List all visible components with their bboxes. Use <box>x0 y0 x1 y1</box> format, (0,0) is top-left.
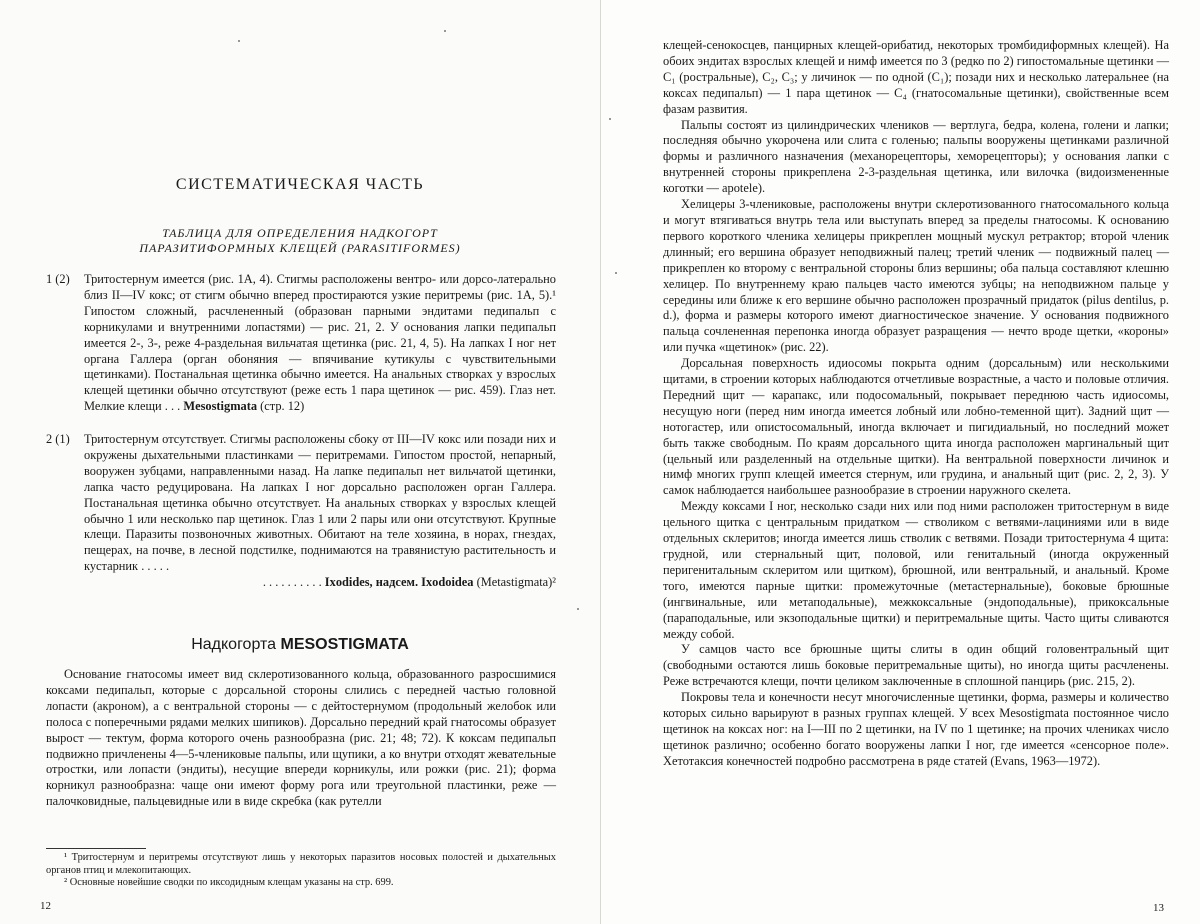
body-text <box>663 38 1169 770</box>
scan-speck <box>444 30 446 32</box>
body-text <box>46 667 556 810</box>
section-title: СИСТЕМАТИЧЕСКАЯ ЧАСТЬ <box>175 176 425 193</box>
key-body <box>84 432 556 591</box>
supercohort-prefix: Надкогорта <box>191 636 277 653</box>
key-table-title-line-1: ТАБЛИЦА ДЛЯ ОПРЕДЕЛЕНИЯ НАДКОГОРТ <box>162 226 438 240</box>
paragraph: У самцов часто все брюшные щиты слиты в один общий головентральный щит (свободными остаются лишь боковые перитремальные щиты), но иногда щиты расчленены. Реже встречаются клещи, почти целиком заключенные в сплошной панцирь (рис. 215, 2). <box>663 642 1169 689</box>
supercohort-heading <box>60 636 540 654</box>
key-body <box>84 272 556 415</box>
key-leader-dots: . . . <box>164 399 181 414</box>
scan-speck <box>577 608 579 610</box>
key-entry-2 <box>46 432 556 591</box>
key-taxon: Ixodides, надсем. Ixodoidea <box>324 575 474 590</box>
supercohort-name: MESOSTIGMATA <box>280 636 409 653</box>
key-number: 1 (2) <box>46 272 70 286</box>
footnote-divider <box>46 848 146 849</box>
key-leader-dots: . . . . . <box>141 559 170 574</box>
key-table-title-line-2: ПАРАЗИТИФОРМНЫХ КЛЕЩЕЙ (PARASITIFORMES) <box>139 241 461 255</box>
page-number: 12 <box>40 900 51 912</box>
scan-speck <box>615 272 617 274</box>
key-text: Тритостернум имеется (рис. 1А, 4). Стигмы расположены вентро- или дорсо-латерально близ II—IV кокс; от стигм обычно вперед простираются узкие перитремы (рис. 1А, 5).¹ Гипостом сложный, расчлененный (образован парными эндитами педипальп с корникулами и внутренними лопастями) — рис. 21, 2. У основания лапки педипальп имеется 2-, 3-, реже 4-раздельная вильчатая щетинка (рис. 21, 4, 5). На лапках I ног нет органа Галлера (орган обоняния — впячивание кутикулы с чувствительными щетинками). Постанальная щетинка обычно имеется. На анальных створках у взрослых клещей щетинки обычно отсутствуют (реже есть 1 пара щетинок — рис. 459). Глаз нет. Мелкие клещи <box>84 272 556 414</box>
key-entry-1 <box>46 272 556 415</box>
key-page-ref: (стр. 12) <box>260 399 305 414</box>
paragraph: Покровы тела и конечности несут многочисленные щетинки, форма, размеры и количество которых сильно варьируют в разных группах клещей. У всех Mesostigmata постоянное число щетинок на коксах ног: на I—III по 2 щетинки, на IV по 1 щетинке; на прочих члениках число щетинок различно; особенно богато вооружены лапки I ног, где имеется «сенсорное поле». Хетотаксия конечностей подробно рассмотрена в ряде статей (Evans, 1963—1972). <box>663 690 1169 768</box>
page-number: 13 <box>1153 902 1164 914</box>
paragraph: Основание гнатосомы имеет вид склеротизованного кольца, образованного разросшимися коксами педипальп, которые с дорсальной стороны слились с передней частью головной лопасти (акроном), а с вентральной стороны — с дейтостернумом (продольный желобок или полоса с поперечными рядами мелких шипиков). Дорсально передний край гнатосомы образует вырост — тектум, форма которого очень разнообразна (рис. 21; 48; 72). К коксам педипальп подвижно причленены 4—5-члениковые пальпы, или щупики, а ко внутри отходят жевательные отростки, или лопасти (эндиты), несущие впереди корникулы, или рожки (рис. 21); форма корникул разнообразна: чаще они имеют форму рога или треугольной пластинки, реже — палочковидные, пальцевидные или в виде скребка (как рутелли <box>46 667 556 809</box>
paragraph: Дорсальная поверхность идиосомы покрыта одним (дорсальным) или несколькими щитами, в строении которых наблюдаются отчетливые возрастные, а часто и половые отличия. Передний щит — карапакс, или подосомальный, покрывает переднюю часть идиосомы, несущую ноги (перед ним иногда имеется лобный или лобно-теменной щит). Задний щит — нотогастер, или опистосомальный, иногда включает и пигидиальный, но последний может быть также свободным. По краям дорсального щита иногда расположен маргинальный щит (цельный или разделенный на отдельные щитки). На вентральной поверхности личинок и нимф многих групп клещей имеется стернум, или грудина, и анальный щит (рис. 2, 2, 3). У самок наблюдается наибольшее разнообразие в строении наружного скелета. <box>663 356 1169 498</box>
scan-speck <box>609 118 611 120</box>
key-number: 2 (1) <box>46 432 70 446</box>
key-terminal-line <box>84 575 556 591</box>
scan-speck <box>238 40 240 42</box>
key-taxon: Mesostigmata <box>183 399 258 414</box>
key-table-title <box>40 226 560 256</box>
paragraph: Пальпы состоят из цилиндрических члеников — вертлуга, бедра, колена, голени и лапки; последняя обычно укорочена или слита с голенью; пальпы вооружены щетинками различной формы и различного назначения (механорецепторы, хеморецепторы); у основания лапки с внутренней стороны прикреплена 2-3-раздельная щетинка, или вилочка (видоизмененные коготки — apotele). <box>663 117 1169 196</box>
right-page <box>600 0 1200 924</box>
key-text: Тритостернум отсутствует. Стигмы расположены сбоку от III—IV кокс или позади них и окружены дыхательными пластинками — перитремами. Гипостом простой, непарный, вооружен зубцами, направленными назад. На лапке педипальп нет вильчатой щетинки, лапка часто редуцирована. На лапках I ног дорсально расположен орган Галлера. Постанальная щетинка обычно отсутствует. На анальных створках у взрослых клещей обычно 1 или несколько пар щетинок. Глаз 1 или 2 пары или они отсутствуют. Крупные клещи. Паразиты позвоночных животных. Обитают на теле хозяина, в норах, гнездах, пещерах, на почве, в лесной подстилке, поднимаются на травянистую растительность и кустарник <box>84 432 556 574</box>
paragraph: клещей-сенокосцев, панцирных клещей-орибатид, некоторых тромбидиформных клещей). На обоих эндитах взрослых клещей и нимф имеется по 3 (редко по 2) гипостомальные щетинки — C₁ (ростральные), C₂, C₃; у личинок — по одной (C₁); позади них и несколько латеральнее (на коксах педипальп) — 1 пара щетинок — C₄ (гнатосомальные щетинки), свойственные всем фазам развития. <box>663 38 1169 116</box>
key-leader-dots: . . . . . . . . . . <box>262 575 322 590</box>
paragraph: Между коксами I ног, несколько сзади них или под ними расположен тритостернум в виде цельного щитка с центральным придатком — стволиком с ветвями-лациниями или в виде отдельных склеритов; иногда имеется лишь стволик с ветвями. Позади тритостернума 4 щита: грудной, или стернальный щит, половой, или генитальный (иногда окруженный перигенитальным склеритом или щитком), брюшной, или вентральный, и анальный. Кроме того, имеются парные щитки: промежуточные (метастернальные), боковые брюшные (ингвинальные, или метаподальные), межкоксальные (эндоподальные), прикоксальные (параподальные, или экзоподальные щитки) и перитремальные щиты. Часто щиты сливаются между собой. <box>663 499 1169 641</box>
footnote-1: ¹ Тритостернум и перитремы отсутствуют лишь у некоторых паразитов носовых полостей и дыхательных органов птиц и млекопитающих. <box>46 852 556 876</box>
paragraph: Хелицеры 3-члениковые, расположены внутри склеротизованного гнатосомального кольца и могут втягиваться внутрь тела или выступать вперед за пределы гнатосомы. К основанию первого короткого членика хелицеры прикреплен мощный мускул ретрактор; второй членик длинный; его вершина образует неподвижный палец; третий членик — подвижный палец — прикреплен ко второму с вентральной стороны близ вершины; оба пальца составляют клешню хелицер. По внутреннему краю пальцев часто имеются зубцы; на неподвижном пальце у середины или ближе к его вершине обычно расположен прозрачный придаток (pilus dentilus, p. d.), форма и размеры которого имеют диагностическое значение. У основания подвижного пальца сочлененная перепонка иногда образует разращения — нечто вроде щетки, «короны» или пучка «щетинок» (рис. 22). <box>663 197 1169 355</box>
key-page-ref: (Metastigmata)² <box>476 575 556 590</box>
footnote-2: ² Основные новейшие сводки по иксодидным клещам указаны на стр. 699. <box>64 877 394 888</box>
